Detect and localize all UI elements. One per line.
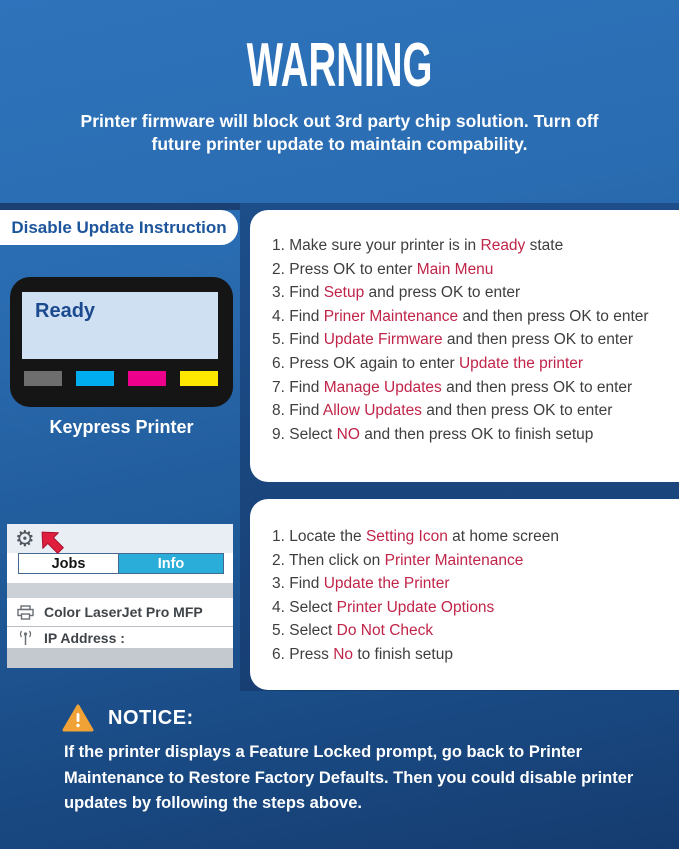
printer-status-text: Ready	[35, 300, 96, 322]
highlighted-term: Main Menu	[416, 260, 494, 278]
touchscreen-steps-list	[272, 525, 673, 667]
keypress-steps-list	[272, 234, 673, 446]
step-item: Find Allow Updates and then press OK to enter	[289, 402, 613, 420]
step-item: Press OK to enter Main Menu	[289, 260, 494, 278]
ip-address-row	[7, 627, 233, 648]
highlighted-term: NO	[336, 425, 360, 443]
device-name-label: Color LaserJet Pro MFP	[44, 604, 203, 620]
touchscreen-steps-panel	[250, 499, 679, 690]
step-item: Press OK again to enter Update the printer	[289, 354, 584, 372]
banner-title: WARNING	[246, 31, 433, 100]
keypress-printer-mockup	[10, 277, 233, 407]
step-item: Press No to finish setup	[289, 645, 453, 663]
highlighted-term: Setting Icon	[365, 528, 448, 545]
home-screen-gray-band	[7, 583, 233, 598]
step-item: Select NO and then press OK to finish setup	[289, 425, 594, 443]
highlighted-term: Ready	[480, 237, 526, 254]
highlighted-term: Update the printer	[458, 354, 584, 372]
device-name-row	[7, 598, 233, 626]
home-screen-bottom-band	[7, 648, 233, 668]
highlighted-term: Priner Maintenance	[323, 307, 459, 325]
highlighted-term: No	[333, 645, 354, 663]
home-screen-top-strip	[7, 524, 233, 553]
keypress-printer-caption: Keypress Printer	[49, 417, 194, 437]
printer-icon	[17, 605, 34, 620]
printer-button-magenta	[128, 371, 166, 386]
warning-triangle-icon	[62, 704, 94, 732]
notice-body: If the printer displays a Feature Locked prompt, go back to Printer Maintenance to Restore Factory Defaults. Then you could disable printer updates by following the steps above.	[64, 743, 634, 812]
step-item: Select Printer Update Options	[289, 598, 495, 616]
settings-gear-icon: ⚙	[15, 526, 35, 551]
printer-button-yellow	[180, 371, 218, 386]
instruction-header-label: Disable Update Instruction	[11, 217, 227, 237]
notice-header	[62, 704, 679, 732]
printer-control-buttons	[24, 371, 218, 386]
home-screen-tab-bar	[18, 553, 224, 574]
step-item: Find Setup and press OK to enter	[289, 284, 521, 302]
step-item: Find Manage Updates and then press OK to enter	[289, 378, 633, 396]
wifi-antenna-icon	[17, 630, 34, 646]
notice-title: NOTICE:	[108, 706, 194, 729]
highlighted-term: Update Firmware	[323, 331, 443, 349]
home-screen-spacer	[7, 574, 233, 583]
red-pointer-arrow-icon	[38, 530, 70, 556]
step-item: Find Priner Maintenance and then press OK to enter	[289, 307, 649, 325]
step-item: Then click on Printer Maintenance	[288, 551, 524, 569]
ip-address-label: IP Address :	[44, 629, 125, 646]
printer-button-cyan	[76, 371, 114, 386]
highlighted-term: Setup	[323, 284, 365, 302]
step-item: Make sure your printer is in Ready state	[289, 237, 564, 254]
touchscreen-printer-mockup	[7, 524, 233, 668]
banner-subtitle-line-1: Printer firmware will block out 3rd party chip solution. Turn off	[80, 111, 599, 131]
printer-button-gray	[24, 371, 62, 386]
step-item: Select Do Not Check	[289, 622, 434, 640]
banner-subtitle	[0, 110, 679, 156]
step-item: Locate the Setting Icon at home screen	[289, 528, 559, 545]
notice-section	[0, 690, 679, 817]
highlighted-term: Allow Updates	[322, 402, 422, 420]
highlighted-term: Update the Printer	[323, 575, 450, 593]
highlighted-term: Do Not Check	[336, 622, 434, 640]
highlighted-term: Manage Updates	[323, 378, 442, 396]
tab-jobs: Jobs	[19, 554, 119, 573]
keypress-steps-panel	[250, 210, 679, 482]
printer-lcd-screen	[22, 292, 218, 359]
highlighted-term: Printer Maintenance	[384, 551, 524, 569]
step-item: Find Update Firmware and then press OK to enter	[289, 331, 634, 349]
banner-subtitle-line-2: future printer update to maintain compability.	[151, 134, 528, 154]
tab-info: Info	[119, 554, 223, 573]
instruction-header-pill	[0, 210, 238, 245]
step-item: Find Update the Printer	[289, 575, 450, 593]
highlighted-term: Printer Update Options	[336, 598, 495, 616]
